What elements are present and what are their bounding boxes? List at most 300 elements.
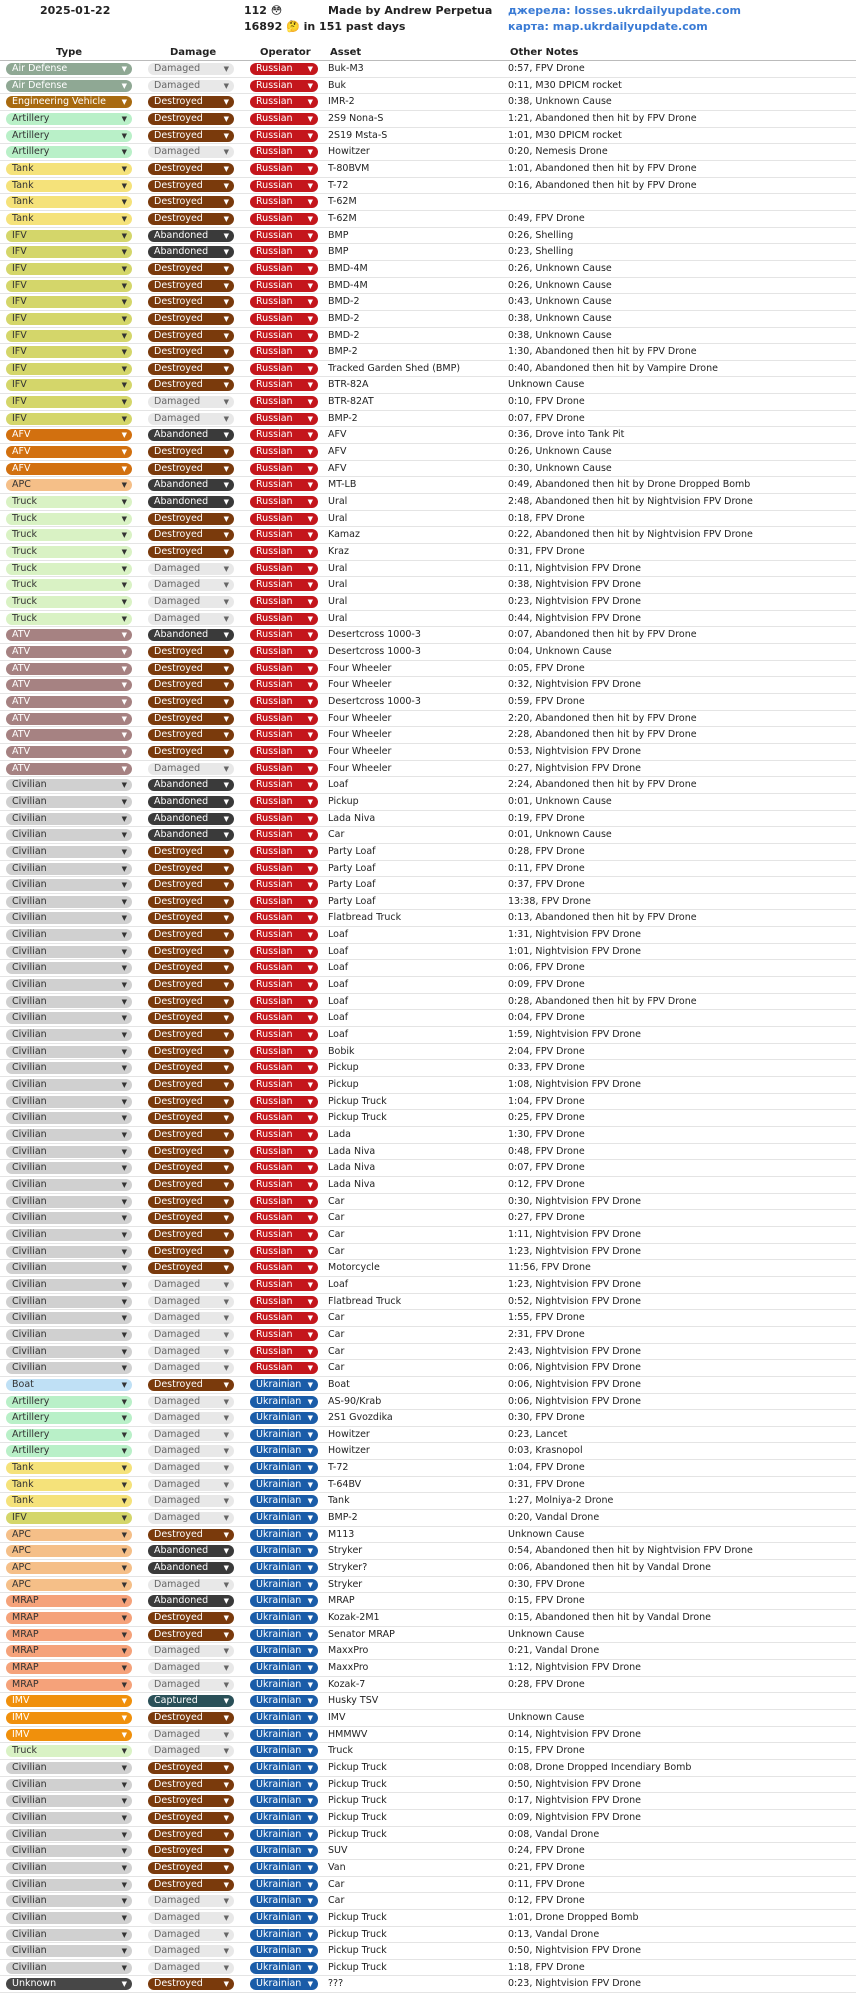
operator-select[interactable] <box>250 1429 318 1441</box>
operator-select[interactable] <box>250 813 318 825</box>
type-select[interactable] <box>6 263 132 275</box>
type-select[interactable] <box>6 1212 132 1224</box>
operator-select[interactable] <box>250 996 318 1008</box>
type-select[interactable] <box>6 1695 132 1707</box>
operator-select[interactable] <box>250 912 318 924</box>
damage-select[interactable] <box>148 330 234 342</box>
type-select[interactable] <box>6 1246 132 1258</box>
operator-select[interactable] <box>250 1096 318 1108</box>
type-select[interactable] <box>6 146 132 158</box>
operator-select[interactable] <box>250 413 318 425</box>
type-select[interactable] <box>6 429 132 441</box>
damage-select[interactable] <box>148 1662 234 1674</box>
operator-select[interactable] <box>250 1812 318 1824</box>
type-select[interactable] <box>6 1379 132 1391</box>
operator-select[interactable] <box>250 80 318 92</box>
operator-select[interactable] <box>250 163 318 175</box>
damage-select[interactable] <box>148 563 234 575</box>
damage-select[interactable] <box>148 1346 234 1358</box>
operator-select[interactable] <box>250 363 318 375</box>
damage-select[interactable] <box>148 663 234 675</box>
operator-select[interactable] <box>250 1562 318 1574</box>
damage-select[interactable] <box>148 1396 234 1408</box>
damage-select[interactable] <box>148 763 234 775</box>
damage-select[interactable] <box>148 1162 234 1174</box>
operator-select[interactable] <box>250 429 318 441</box>
type-select[interactable] <box>6 1162 132 1174</box>
operator-select[interactable] <box>250 479 318 491</box>
damage-select[interactable] <box>148 1895 234 1907</box>
operator-select[interactable] <box>250 1779 318 1791</box>
damage-select[interactable] <box>148 496 234 508</box>
operator-select[interactable] <box>250 1978 318 1990</box>
type-select[interactable] <box>6 396 132 408</box>
operator-select[interactable] <box>250 180 318 192</box>
type-select[interactable] <box>6 946 132 958</box>
damage-select[interactable] <box>148 1945 234 1957</box>
operator-select[interactable] <box>250 1679 318 1691</box>
type-select[interactable] <box>6 363 132 375</box>
type-select[interactable] <box>6 1096 132 1108</box>
operator-select[interactable] <box>250 213 318 225</box>
operator-select[interactable] <box>250 1645 318 1657</box>
operator-select[interactable] <box>250 1895 318 1907</box>
type-select[interactable] <box>6 1629 132 1641</box>
type-select[interactable] <box>6 1562 132 1574</box>
type-select[interactable] <box>6 330 132 342</box>
damage-select[interactable] <box>148 1545 234 1557</box>
type-select[interactable] <box>6 663 132 675</box>
operator-select[interactable] <box>250 1229 318 1241</box>
damage-select[interactable] <box>148 1412 234 1424</box>
operator-select[interactable] <box>250 1212 318 1224</box>
damage-select[interactable] <box>148 1246 234 1258</box>
type-select[interactable] <box>6 1062 132 1074</box>
type-select[interactable] <box>6 96 132 108</box>
type-select[interactable] <box>6 130 132 142</box>
damage-select[interactable] <box>148 1529 234 1541</box>
operator-select[interactable] <box>250 446 318 458</box>
type-select[interactable] <box>6 113 132 125</box>
operator-select[interactable] <box>250 1795 318 1807</box>
damage-select[interactable] <box>148 646 234 658</box>
type-select[interactable] <box>6 1729 132 1741</box>
operator-select[interactable] <box>250 746 318 758</box>
damage-select[interactable] <box>148 613 234 625</box>
damage-select[interactable] <box>148 1362 234 1374</box>
damage-select[interactable] <box>148 1845 234 1857</box>
type-select[interactable] <box>6 962 132 974</box>
operator-select[interactable] <box>250 463 318 475</box>
operator-select[interactable] <box>250 230 318 242</box>
damage-select[interactable] <box>148 1196 234 1208</box>
type-select[interactable] <box>6 230 132 242</box>
operator-select[interactable] <box>250 1312 318 1324</box>
operator-select[interactable] <box>250 1729 318 1741</box>
damage-select[interactable] <box>148 1579 234 1591</box>
damage-select[interactable] <box>148 230 234 242</box>
damage-select[interactable] <box>148 1779 234 1791</box>
type-select[interactable] <box>6 1412 132 1424</box>
type-select[interactable] <box>6 579 132 591</box>
operator-select[interactable] <box>250 1379 318 1391</box>
operator-select[interactable] <box>250 96 318 108</box>
damage-select[interactable] <box>148 513 234 525</box>
type-select[interactable] <box>6 763 132 775</box>
type-select[interactable] <box>6 1845 132 1857</box>
damage-select[interactable] <box>148 413 234 425</box>
operator-select[interactable] <box>250 596 318 608</box>
damage-select[interactable] <box>148 679 234 691</box>
type-select[interactable] <box>6 1829 132 1841</box>
operator-select[interactable] <box>250 1929 318 1941</box>
operator-select[interactable] <box>250 330 318 342</box>
type-select[interactable] <box>6 1312 132 1324</box>
damage-select[interactable] <box>148 1179 234 1191</box>
operator-select[interactable] <box>250 130 318 142</box>
damage-select[interactable] <box>148 863 234 875</box>
damage-select[interactable] <box>148 429 234 441</box>
damage-select[interactable] <box>148 713 234 725</box>
operator-select[interactable] <box>250 629 318 641</box>
type-select[interactable] <box>6 63 132 75</box>
damage-select[interactable] <box>148 1229 234 1241</box>
type-select[interactable] <box>6 1362 132 1374</box>
damage-select[interactable] <box>148 729 234 741</box>
damage-select[interactable] <box>148 879 234 891</box>
operator-select[interactable] <box>250 1396 318 1408</box>
type-select[interactable] <box>6 1079 132 1091</box>
type-select[interactable] <box>6 1529 132 1541</box>
operator-select[interactable] <box>250 1162 318 1174</box>
operator-select[interactable] <box>250 962 318 974</box>
operator-select[interactable] <box>250 1879 318 1891</box>
damage-select[interactable] <box>148 63 234 75</box>
operator-select[interactable] <box>250 779 318 791</box>
operator-select[interactable] <box>250 696 318 708</box>
damage-select[interactable] <box>148 1595 234 1607</box>
damage-select[interactable] <box>148 1629 234 1641</box>
type-select[interactable] <box>6 1978 132 1990</box>
operator-select[interactable] <box>250 313 318 325</box>
type-select[interactable] <box>6 1812 132 1824</box>
type-select[interactable] <box>6 246 132 258</box>
operator-select[interactable] <box>250 1462 318 1474</box>
damage-select[interactable] <box>148 180 234 192</box>
damage-select[interactable] <box>148 1695 234 1707</box>
operator-select[interactable] <box>250 1296 318 1308</box>
damage-select[interactable] <box>148 1479 234 1491</box>
damage-select[interactable] <box>148 546 234 558</box>
type-select[interactable] <box>6 379 132 391</box>
operator-select[interactable] <box>250 113 318 125</box>
damage-select[interactable] <box>148 1612 234 1624</box>
type-select[interactable] <box>6 1429 132 1441</box>
type-select[interactable] <box>6 1229 132 1241</box>
type-select[interactable] <box>6 1129 132 1141</box>
damage-select[interactable] <box>148 912 234 924</box>
damage-select[interactable] <box>148 1129 234 1141</box>
type-select[interactable] <box>6 646 132 658</box>
damage-select[interactable] <box>148 796 234 808</box>
operator-select[interactable] <box>250 1029 318 1041</box>
operator-select[interactable] <box>250 1445 318 1457</box>
operator-select[interactable] <box>250 379 318 391</box>
damage-select[interactable] <box>148 579 234 591</box>
operator-select[interactable] <box>250 1579 318 1591</box>
sources-link[interactable]: джерела: losses.ukrdailyupdate.com <box>508 4 741 17</box>
type-select[interactable] <box>6 1445 132 1457</box>
type-select[interactable] <box>6 1795 132 1807</box>
type-select[interactable] <box>6 1029 132 1041</box>
type-select[interactable] <box>6 746 132 758</box>
damage-select[interactable] <box>148 96 234 108</box>
operator-select[interactable] <box>250 613 318 625</box>
type-select[interactable] <box>6 280 132 292</box>
operator-select[interactable] <box>250 296 318 308</box>
damage-select[interactable] <box>148 296 234 308</box>
type-select[interactable] <box>6 479 132 491</box>
type-select[interactable] <box>6 846 132 858</box>
type-select[interactable] <box>6 1579 132 1591</box>
damage-select[interactable] <box>148 1829 234 1841</box>
damage-select[interactable] <box>148 1379 234 1391</box>
type-select[interactable] <box>6 563 132 575</box>
damage-select[interactable] <box>148 1762 234 1774</box>
type-select[interactable] <box>6 996 132 1008</box>
type-select[interactable] <box>6 546 132 558</box>
damage-select[interactable] <box>148 1112 234 1124</box>
damage-select[interactable] <box>148 829 234 841</box>
type-select[interactable] <box>6 1612 132 1624</box>
damage-select[interactable] <box>148 1562 234 1574</box>
damage-select[interactable] <box>148 163 234 175</box>
operator-select[interactable] <box>250 829 318 841</box>
damage-select[interactable] <box>148 846 234 858</box>
type-select[interactable] <box>6 713 132 725</box>
damage-select[interactable] <box>148 1046 234 1058</box>
type-select[interactable] <box>6 863 132 875</box>
operator-select[interactable] <box>250 1829 318 1841</box>
operator-select[interactable] <box>250 546 318 558</box>
damage-select[interactable] <box>148 746 234 758</box>
damage-select[interactable] <box>148 113 234 125</box>
operator-select[interactable] <box>250 1762 318 1774</box>
operator-select[interactable] <box>250 1945 318 1957</box>
operator-select[interactable] <box>250 1962 318 1974</box>
operator-select[interactable] <box>250 1012 318 1024</box>
damage-select[interactable] <box>148 80 234 92</box>
operator-select[interactable] <box>250 713 318 725</box>
damage-select[interactable] <box>148 1495 234 1507</box>
damage-select[interactable] <box>148 379 234 391</box>
damage-select[interactable] <box>148 1962 234 1974</box>
operator-select[interactable] <box>250 1845 318 1857</box>
type-select[interactable] <box>6 80 132 92</box>
damage-select[interactable] <box>148 962 234 974</box>
damage-select[interactable] <box>148 463 234 475</box>
type-select[interactable] <box>6 1262 132 1274</box>
damage-select[interactable] <box>148 213 234 225</box>
type-select[interactable] <box>6 813 132 825</box>
type-select[interactable] <box>6 1112 132 1124</box>
damage-select[interactable] <box>148 1079 234 1091</box>
type-select[interactable] <box>6 346 132 358</box>
operator-select[interactable] <box>250 1112 318 1124</box>
operator-select[interactable] <box>250 529 318 541</box>
damage-select[interactable] <box>148 1212 234 1224</box>
operator-select[interactable] <box>250 763 318 775</box>
type-select[interactable] <box>6 1645 132 1657</box>
damage-select[interactable] <box>148 196 234 208</box>
damage-select[interactable] <box>148 779 234 791</box>
operator-select[interactable] <box>250 1745 318 1757</box>
operator-select[interactable] <box>250 280 318 292</box>
damage-select[interactable] <box>148 146 234 158</box>
operator-select[interactable] <box>250 579 318 591</box>
damage-select[interactable] <box>148 596 234 608</box>
type-select[interactable] <box>6 1346 132 1358</box>
damage-select[interactable] <box>148 529 234 541</box>
damage-select[interactable] <box>148 946 234 958</box>
damage-select[interactable] <box>148 1679 234 1691</box>
type-select[interactable] <box>6 1296 132 1308</box>
operator-select[interactable] <box>250 896 318 908</box>
type-select[interactable] <box>6 729 132 741</box>
type-select[interactable] <box>6 1762 132 1774</box>
operator-select[interactable] <box>250 1262 318 1274</box>
operator-select[interactable] <box>250 396 318 408</box>
type-select[interactable] <box>6 1895 132 1907</box>
type-select[interactable] <box>6 1745 132 1757</box>
damage-select[interactable] <box>148 1029 234 1041</box>
operator-select[interactable] <box>250 1146 318 1158</box>
damage-select[interactable] <box>148 1729 234 1741</box>
type-select[interactable] <box>6 796 132 808</box>
operator-select[interactable] <box>250 729 318 741</box>
type-select[interactable] <box>6 1196 132 1208</box>
operator-select[interactable] <box>250 1129 318 1141</box>
type-select[interactable] <box>6 446 132 458</box>
operator-select[interactable] <box>250 1346 318 1358</box>
damage-select[interactable] <box>148 1978 234 1990</box>
damage-select[interactable] <box>148 1096 234 1108</box>
operator-select[interactable] <box>250 646 318 658</box>
damage-select[interactable] <box>148 1712 234 1724</box>
type-select[interactable] <box>6 613 132 625</box>
type-select[interactable] <box>6 1662 132 1674</box>
operator-select[interactable] <box>250 846 318 858</box>
type-select[interactable] <box>6 1779 132 1791</box>
operator-select[interactable] <box>250 1196 318 1208</box>
type-select[interactable] <box>6 1012 132 1024</box>
operator-select[interactable] <box>250 196 318 208</box>
type-select[interactable] <box>6 679 132 691</box>
operator-select[interactable] <box>250 1079 318 1091</box>
type-select[interactable] <box>6 1945 132 1957</box>
type-select[interactable] <box>6 1046 132 1058</box>
type-select[interactable] <box>6 1879 132 1891</box>
damage-select[interactable] <box>148 346 234 358</box>
type-select[interactable] <box>6 779 132 791</box>
operator-select[interactable] <box>250 1595 318 1607</box>
type-select[interactable] <box>6 596 132 608</box>
damage-select[interactable] <box>148 1296 234 1308</box>
type-select[interactable] <box>6 1279 132 1291</box>
operator-select[interactable] <box>250 946 318 958</box>
operator-select[interactable] <box>250 1529 318 1541</box>
operator-select[interactable] <box>250 146 318 158</box>
damage-select[interactable] <box>148 1062 234 1074</box>
damage-select[interactable] <box>148 130 234 142</box>
damage-select[interactable] <box>148 996 234 1008</box>
type-select[interactable] <box>6 1329 132 1341</box>
type-select[interactable] <box>6 1712 132 1724</box>
type-select[interactable] <box>6 529 132 541</box>
damage-select[interactable] <box>148 263 234 275</box>
damage-select[interactable] <box>148 1795 234 1807</box>
operator-select[interactable] <box>250 246 318 258</box>
damage-select[interactable] <box>148 1512 234 1524</box>
type-select[interactable] <box>6 163 132 175</box>
damage-select[interactable] <box>148 1929 234 1941</box>
damage-select[interactable] <box>148 1445 234 1457</box>
damage-select[interactable] <box>148 246 234 258</box>
operator-select[interactable] <box>250 1179 318 1191</box>
type-select[interactable] <box>6 1479 132 1491</box>
damage-select[interactable] <box>148 280 234 292</box>
damage-select[interactable] <box>148 363 234 375</box>
damage-select[interactable] <box>148 1012 234 1024</box>
operator-select[interactable] <box>250 1712 318 1724</box>
damage-select[interactable] <box>148 813 234 825</box>
type-select[interactable] <box>6 496 132 508</box>
operator-select[interactable] <box>250 879 318 891</box>
type-select[interactable] <box>6 180 132 192</box>
type-select[interactable] <box>6 513 132 525</box>
damage-select[interactable] <box>148 313 234 325</box>
type-select[interactable] <box>6 1545 132 1557</box>
type-select[interactable] <box>6 929 132 941</box>
operator-select[interactable] <box>250 1062 318 1074</box>
damage-select[interactable] <box>148 1312 234 1324</box>
operator-select[interactable] <box>250 1612 318 1624</box>
type-select[interactable] <box>6 296 132 308</box>
operator-select[interactable] <box>250 863 318 875</box>
damage-select[interactable] <box>148 1645 234 1657</box>
type-select[interactable] <box>6 1862 132 1874</box>
operator-select[interactable] <box>250 1512 318 1524</box>
operator-select[interactable] <box>250 1362 318 1374</box>
type-select[interactable] <box>6 1962 132 1974</box>
type-select[interactable] <box>6 879 132 891</box>
damage-select[interactable] <box>148 929 234 941</box>
type-select[interactable] <box>6 829 132 841</box>
type-select[interactable] <box>6 463 132 475</box>
type-select[interactable] <box>6 629 132 641</box>
type-select[interactable] <box>6 313 132 325</box>
damage-select[interactable] <box>148 1912 234 1924</box>
damage-select[interactable] <box>148 479 234 491</box>
operator-select[interactable] <box>250 796 318 808</box>
damage-select[interactable] <box>148 696 234 708</box>
type-select[interactable] <box>6 1495 132 1507</box>
operator-select[interactable] <box>250 1479 318 1491</box>
operator-select[interactable] <box>250 1495 318 1507</box>
type-select[interactable] <box>6 1396 132 1408</box>
operator-select[interactable] <box>250 1412 318 1424</box>
operator-select[interactable] <box>250 496 318 508</box>
